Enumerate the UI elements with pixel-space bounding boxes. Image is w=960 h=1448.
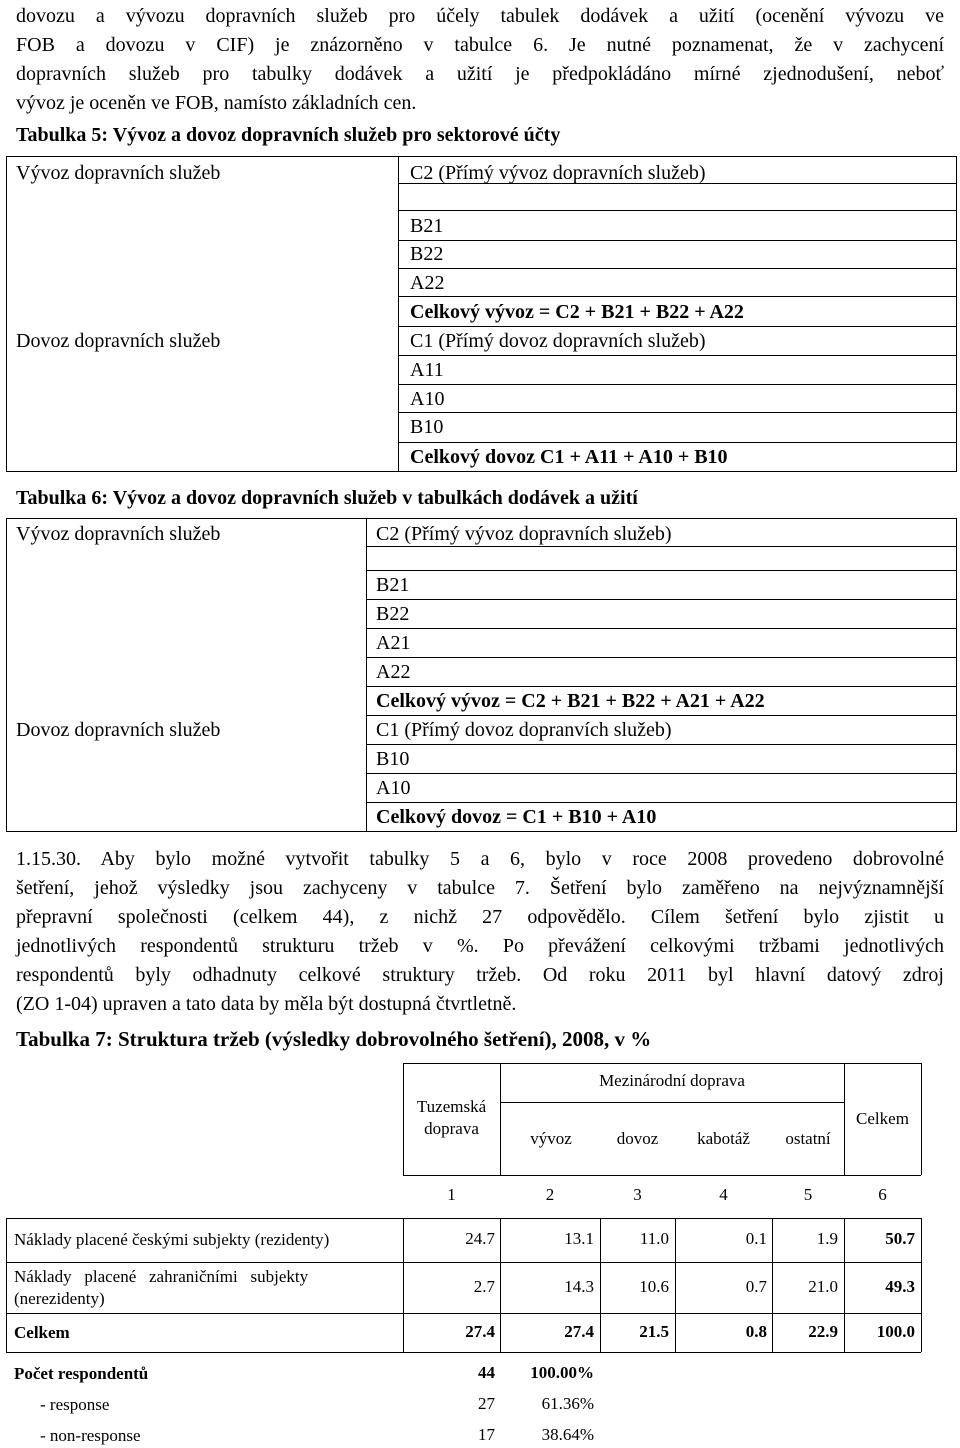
- table5-caption: Tabulka 5: Vývoz a dovoz dopravních služeb pro sektorové účty: [16, 124, 561, 146]
- cell-value: 0.8: [745, 1322, 767, 1341]
- table6-rule: [366, 715, 957, 716]
- table5-row: A22: [410, 272, 445, 294]
- paragraph-line: respondentů byly odhadnuty celkové struktury tržeb. Od roku 2011 byl hlavní datový zdroj: [16, 964, 944, 986]
- cell-value: 24.7: [465, 1229, 495, 1248]
- table6-row: C1 (Přímý dovoz dopranvích služeb): [376, 719, 672, 741]
- header-line: Tuzemská: [416, 1097, 487, 1116]
- cell-value: 10.6: [639, 1277, 669, 1296]
- paragraph-line: šetření, jehož výsledky jsou zachyceny v tabulce 7. Šetření bylo zaměřeno na nejvýznamnější: [16, 877, 944, 899]
- table5-divider: [398, 156, 399, 472]
- column-number: 5: [803, 1185, 813, 1204]
- table7-sub-header: kabotáž: [697, 1129, 750, 1148]
- row-label-line: Náklady placené zahraničními subjekty: [14, 1267, 309, 1286]
- cell-value: 2.7: [473, 1277, 495, 1296]
- intro-paragraph: [16, 2, 944, 118]
- table7-rule: [921, 1218, 922, 1352]
- intro-line: dovozu a vývozu dopravních služeb pro účely tabulek dodávek a užití (ocenění vývozu ve: [16, 5, 944, 27]
- table5-row: B21: [410, 215, 444, 237]
- cell-value: 0.1: [745, 1229, 767, 1248]
- response-label: - response: [40, 1395, 110, 1414]
- table5-rule: [398, 326, 957, 327]
- table6-frame: [6, 518, 957, 832]
- paragraph-1-15-30: [16, 845, 944, 1019]
- cell-total: 49.3: [885, 1277, 915, 1296]
- table6-import-label: Dovoz dopravních služeb: [16, 719, 221, 741]
- non-response-pct: 38.64%: [541, 1425, 594, 1444]
- cell-value: 27.4: [564, 1322, 594, 1341]
- table5-row: A10: [410, 388, 445, 410]
- table5-rule: [398, 384, 957, 385]
- table7-caption: Tabulka 7: Struktura tržeb (výsledky dobrovolného šetření), 2008, v %: [16, 1027, 652, 1051]
- cell-total: 100.0: [876, 1322, 915, 1341]
- table5-total-import: Celkový dovoz C1 + A11 + A10 + B10: [410, 446, 728, 468]
- table6-row: B10: [376, 748, 410, 770]
- table7-sub-header: vývoz: [530, 1129, 572, 1148]
- table7-rule: [6, 1352, 921, 1353]
- table5-rule: [398, 240, 957, 241]
- table6-rule: [366, 628, 957, 629]
- column-number: 4: [719, 1185, 728, 1204]
- paragraph-line: přepravní společnosti (celkem 44), z nichž 27 odpovědělo. Cílem šetření bylo zjistit u: [16, 906, 944, 928]
- table7-rule: [6, 1262, 921, 1263]
- intro-line: dopravních služeb pro tabulky dodávek a užití je předpokládáno mírné zjednodušení, neboť: [16, 63, 944, 85]
- table7-international-header: Mezinárodní doprava: [599, 1071, 745, 1090]
- table6-row: A10: [376, 777, 411, 799]
- column-number: 1: [447, 1185, 456, 1204]
- table6-rule: [366, 570, 957, 571]
- table7-rule: [6, 1218, 7, 1352]
- column-number: 3: [633, 1185, 642, 1204]
- table5-rule: [398, 210, 957, 211]
- table6-rule: [366, 657, 957, 658]
- table5-rule: [398, 442, 957, 443]
- intro-line: vývoz je oceněn ve FOB, namísto základních cen.: [16, 92, 417, 114]
- row-label: Náklady placené českými subjekty (rezidenty): [14, 1230, 330, 1249]
- non-response-count: 17: [478, 1425, 495, 1444]
- response-pct: 61.36%: [541, 1394, 594, 1413]
- table5-row: A11: [410, 359, 444, 381]
- table7-rule: [6, 1313, 921, 1314]
- table6-rule: [366, 599, 957, 600]
- row-label: [14, 1266, 396, 1310]
- table6-rule: [366, 744, 957, 745]
- table6-export-label: Vývoz dopravních služeb: [16, 523, 221, 545]
- response-count: 27: [478, 1394, 495, 1413]
- table5-rule: [398, 296, 957, 297]
- table5-row: C2 (Přímý vývoz dopravních služeb): [410, 162, 706, 184]
- table6-divider: [366, 518, 367, 832]
- table6-row: A21: [376, 632, 411, 654]
- table6-rule: [366, 802, 957, 803]
- table7-rule: [6, 1218, 921, 1219]
- cell-value: 0.7: [745, 1277, 767, 1296]
- table6-caption: Tabulka 6: Vývoz a dovoz dopravních služeb v tabulkách dodávek a užití: [16, 487, 638, 509]
- cell-value: 21.5: [639, 1322, 669, 1341]
- respondents-pct: 100.00%: [530, 1363, 594, 1382]
- table5-total-export: Celkový vývoz = C2 + B21 + B22 + A22: [410, 301, 744, 323]
- column-number: 2: [545, 1185, 555, 1204]
- cell-value: 22.9: [808, 1322, 838, 1341]
- table6-rule: [366, 686, 957, 687]
- respondents-count: 44: [478, 1363, 495, 1382]
- table6-row: B21: [376, 574, 410, 596]
- table6-row: A22: [376, 661, 411, 683]
- table6-row: C2 (Přímý vývoz dopravních služeb): [376, 523, 672, 545]
- table7-sub-header: dovoz: [616, 1129, 659, 1148]
- table5-row: B22: [410, 243, 444, 265]
- table5-row: B10: [410, 416, 444, 438]
- table6-total-export: Celkový vývoz = C2 + B21 + B22 + A21 + A22: [376, 690, 765, 712]
- table7-domestic-header: [403, 1096, 500, 1140]
- table6-row: B22: [376, 603, 410, 625]
- row-label-line: (nerezidenty): [14, 1289, 105, 1308]
- intro-line: FOB a dovozu v CIF) je znázorněno v tabulce 6. Je nutné poznamenat, že v zachycení: [16, 34, 944, 56]
- paragraph-line: 1.15.30. Aby bylo možné vytvořit tabulky 5 a 6, bylo v roce 2008 provedeno dobrovolné: [16, 848, 944, 870]
- cell-value: 27.4: [465, 1322, 495, 1341]
- table7-sub-header: ostatní: [785, 1129, 831, 1148]
- table5-rule: [398, 268, 957, 269]
- table6-total-import: Celkový dovoz = C1 + B10 + A10: [376, 806, 657, 828]
- table7-total-header: Celkem: [856, 1109, 909, 1128]
- table7-rule: [500, 1102, 844, 1103]
- cell-value: 1.9: [816, 1229, 838, 1248]
- paragraph-line: jednotlivých respondentů strukturu tržeb v %. Po převážení celkovými tržbami jednotlivých: [16, 935, 944, 957]
- table6-rule: [366, 773, 957, 774]
- table5-rule: [398, 355, 957, 356]
- table5-export-label: Vývoz dopravních služeb: [16, 162, 221, 184]
- row-label: Celkem: [14, 1323, 70, 1342]
- table7-rule: [921, 1063, 922, 1175]
- cell-value: 14.3: [564, 1277, 594, 1296]
- table7-rule: [403, 1175, 921, 1176]
- table5-row: C1 (Přímý dovoz dopravních služeb): [410, 330, 706, 352]
- non-response-label: - non-response: [40, 1426, 141, 1445]
- table5-rule: [398, 412, 957, 413]
- paragraph-line: (ZO 1-04) upraven a tato data by měla být dostupná čtvrtletně.: [16, 993, 517, 1015]
- respondents-label: Počet respondentů: [14, 1364, 149, 1383]
- cell-total: 50.7: [885, 1229, 915, 1248]
- cell-value: 11.0: [639, 1229, 669, 1248]
- cell-value: 21.0: [808, 1277, 838, 1296]
- table5-import-label: Dovoz dopravních služeb: [16, 330, 221, 352]
- column-number: 6: [878, 1185, 887, 1204]
- header-line: doprava: [424, 1119, 479, 1138]
- cell-value: 13.1: [564, 1229, 594, 1248]
